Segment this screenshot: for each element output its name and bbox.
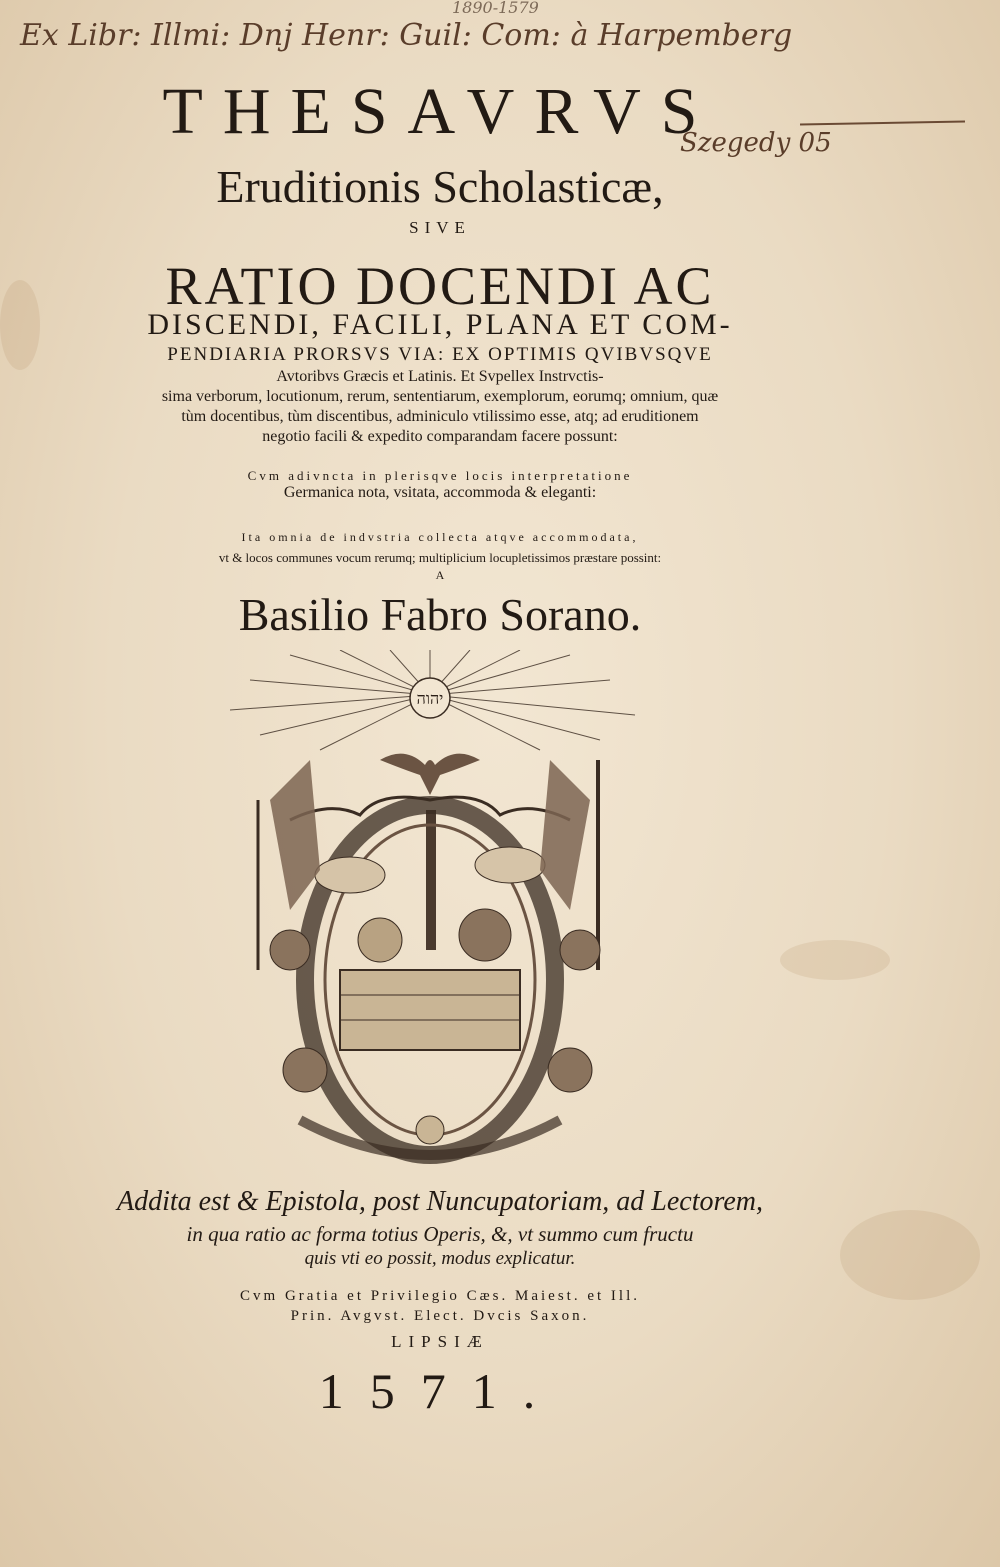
paper-stain (780, 940, 890, 980)
ark (340, 970, 520, 1050)
imprint-place: LIPSIÆ (391, 1332, 489, 1351)
adiuncta-line-1: Cvm adivncta in plerisqve locis interpretatione (247, 468, 633, 483)
privilege-line-1: Cvm Gratia et Privilegio Cæs. Maiest. et Ill. (240, 1288, 640, 1304)
addita-line-1: Addita est & Epistola, post Nuncupatoriam, ad Lectorem, (116, 1186, 764, 1217)
addita-line-3: quis vti eo possit, modus explicatur. (304, 1248, 576, 1269)
privilege-line-2: Prin. Avgvst. Elect. Dvcis Saxon. (290, 1308, 590, 1324)
author-prefix: A (435, 568, 445, 582)
adiuncta-line-2: Germanica nota, vsitata, accommoda & eleganti: (283, 484, 597, 501)
woodcut-illustration (230, 650, 660, 1180)
angel-right-icon (540, 760, 590, 910)
putto-icon (560, 930, 600, 970)
description-line-2: sima verborum, locutionum, rerum, sententiarum, exemplorum, eorumq; omnium, quæ (161, 388, 719, 405)
shelfmark-note: 1890-1579 (452, 0, 539, 17)
dove-icon (380, 754, 480, 795)
putto-icon (548, 1048, 592, 1092)
cloud (475, 847, 545, 883)
imprint-year: 1571. (318, 1363, 562, 1419)
description-line-1: Avtoribvs Græcis et Latinis. Et Svpellex Instrvctis- (276, 368, 604, 385)
lion-icon (459, 909, 511, 961)
title-ratio: RATIO DOCENDI AC (165, 256, 715, 316)
title-sive: SIVE (409, 218, 471, 237)
industria-line-1: Ita omnia de indvstria collecta atqve accommodata, (241, 530, 639, 544)
tetragrammaton: יהוה (416, 689, 444, 708)
title-discendi: DISCENDI, FACILI, PLANA ET COM- (147, 308, 733, 341)
title-subtitle: Eruditionis Scholasticæ, (216, 161, 664, 212)
author-name: Basilio Fabro Sorano. (238, 589, 642, 640)
angel-left-icon (270, 760, 320, 910)
title-main: THESAVRVS (162, 75, 718, 148)
sun-face-icon (416, 1116, 444, 1144)
industria-line-2: vt & locos communes vocum rerumq; multiplicium locupletissimos præstare possint: (218, 550, 662, 565)
marginal-note: Szegedy 05 (680, 128, 832, 158)
cloud (315, 857, 385, 893)
addita-line-2: in qua ratio ac forma totius Operis, &, vt summo cum fructu (186, 1222, 694, 1246)
putto-icon (270, 930, 310, 970)
cross-post (426, 810, 436, 950)
description-line-4: negotio facili & expedito comparandam facere possunt: (262, 428, 618, 445)
description-line-3: tùm docentibus, tùm discentibus, adminiculo vtilissimo esse, atq; ad eruditionem (181, 408, 699, 425)
putto-icon (283, 1048, 327, 1092)
ownership-inscription: Ex Libr: Illmi: Dnj Henr: Guil: Com: à Harpemberg (20, 18, 793, 53)
title-pendiaria: PENDIARIA PRORSVS VIA: EX OPTIMIS QVIBVSQVE (167, 344, 713, 365)
cherub-icon (358, 918, 402, 962)
